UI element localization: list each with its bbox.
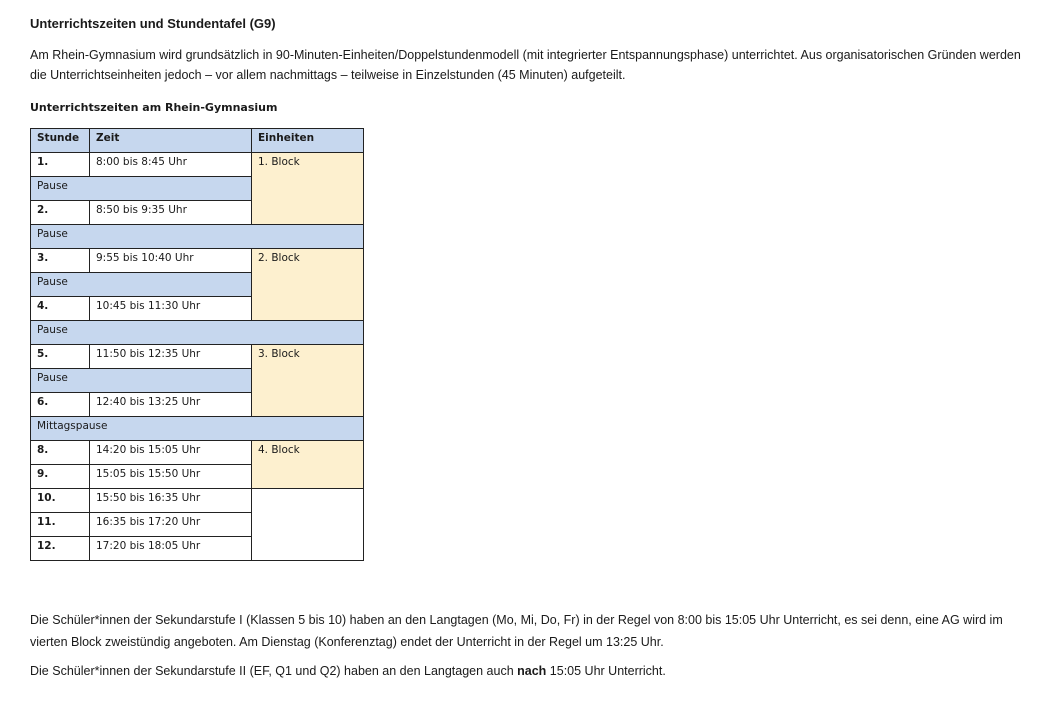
pause-row	[31, 417, 364, 441]
table-row	[31, 153, 364, 177]
pause-label: Pause	[31, 273, 252, 297]
block-cell: 2. Block	[252, 249, 364, 321]
header-einheiten: Einheiten	[252, 129, 364, 153]
lesson-number: 4.	[31, 297, 90, 321]
lesson-number: 8.	[31, 441, 90, 465]
intro-paragraph: Am Rhein-Gymnasium wird grundsätzlich in 90-Minuten-Einheiten/Doppelstundenmodell (mit integrierter Entspannungsphase) unterrichtet. Aus organisatorischen Gründen werden die Unterrichtseinheiten jedoch – vor allem nachmittags – teilweise in Einzelstunden (45 Minuten) aufgeteilt.	[30, 48, 1021, 82]
page-title: Unterrichtszeiten und Stundentafel (G9)	[30, 16, 276, 31]
lesson-number: 3.	[31, 249, 90, 273]
pause-row	[31, 225, 364, 249]
lesson-time: 10:45 bis 11:30 Uhr	[90, 297, 252, 321]
lesson-time: 11:50 bis 12:35 Uhr	[90, 345, 252, 369]
lesson-time: 8:50 bis 9:35 Uhr	[90, 201, 252, 225]
sek2-emphasis: nach	[517, 664, 547, 678]
lesson-time: 16:35 bis 17:20 Uhr	[90, 513, 252, 537]
lesson-number: 6.	[31, 393, 90, 417]
sek2-text-start: Die Schüler*innen der Sekundarstufe II (EF, Q1 und Q2) haben an den Langtagen auch	[30, 664, 518, 678]
lesson-number: 1.	[31, 153, 90, 177]
pause-label: Pause	[31, 225, 364, 249]
lesson-time: 17:20 bis 18:05 Uhr	[90, 537, 252, 561]
pause-row	[31, 321, 364, 345]
schedule-table	[30, 128, 364, 561]
sek2-text-end: 15:05 Uhr Unterricht.	[546, 664, 666, 678]
block-cell: 4. Block	[252, 441, 364, 489]
lesson-number: 2.	[31, 201, 90, 225]
table-caption: Unterrichtszeiten am Rhein-Gymnasium	[30, 101, 278, 114]
lesson-number: 11.	[31, 513, 90, 537]
lesson-number: 9.	[31, 465, 90, 489]
block-cell: 3. Block	[252, 345, 364, 417]
table-row	[31, 489, 364, 513]
header-zeit: Zeit	[90, 129, 252, 153]
lesson-time: 9:55 bis 10:40 Uhr	[90, 249, 252, 273]
lesson-number: 10.	[31, 489, 90, 513]
pause-label: Pause	[31, 321, 364, 345]
empty-block-cell	[252, 489, 364, 561]
table-row	[31, 441, 364, 465]
lesson-time: 15:50 bis 16:35 Uhr	[90, 489, 252, 513]
table-row	[31, 345, 364, 369]
sek1-paragraph: Die Schüler*innen der Sekundarstufe I (Klassen 5 bis 10) haben an den Langtagen (Mo, Mi, Do, Fr) in der Regel von 8:00 bis 15:05 Uhr Unterricht, es sei denn, eine AG wird im vierten Block zweistündig angeboten. Am Dienstag (Konferenztag) endet der Unterricht in der Regel um 13:25 Uhr.	[30, 613, 1003, 649]
table-row	[31, 249, 364, 273]
lesson-number: 12.	[31, 537, 90, 561]
lesson-time: 14:20 bis 15:05 Uhr	[90, 441, 252, 465]
pause-label: Pause	[31, 369, 252, 393]
header-stunde: Stunde	[31, 129, 90, 153]
lesson-time: 12:40 bis 13:25 Uhr	[90, 393, 252, 417]
lunch-break-label: Mittagspause	[31, 417, 364, 441]
lesson-number: 5.	[31, 345, 90, 369]
lesson-time: 15:05 bis 15:50 Uhr	[90, 465, 252, 489]
lesson-time: 8:00 bis 8:45 Uhr	[90, 153, 252, 177]
sek2-paragraph	[30, 660, 1035, 682]
block-cell: 1. Block	[252, 153, 364, 225]
table-header-row	[31, 129, 364, 153]
pause-label: Pause	[31, 177, 252, 201]
